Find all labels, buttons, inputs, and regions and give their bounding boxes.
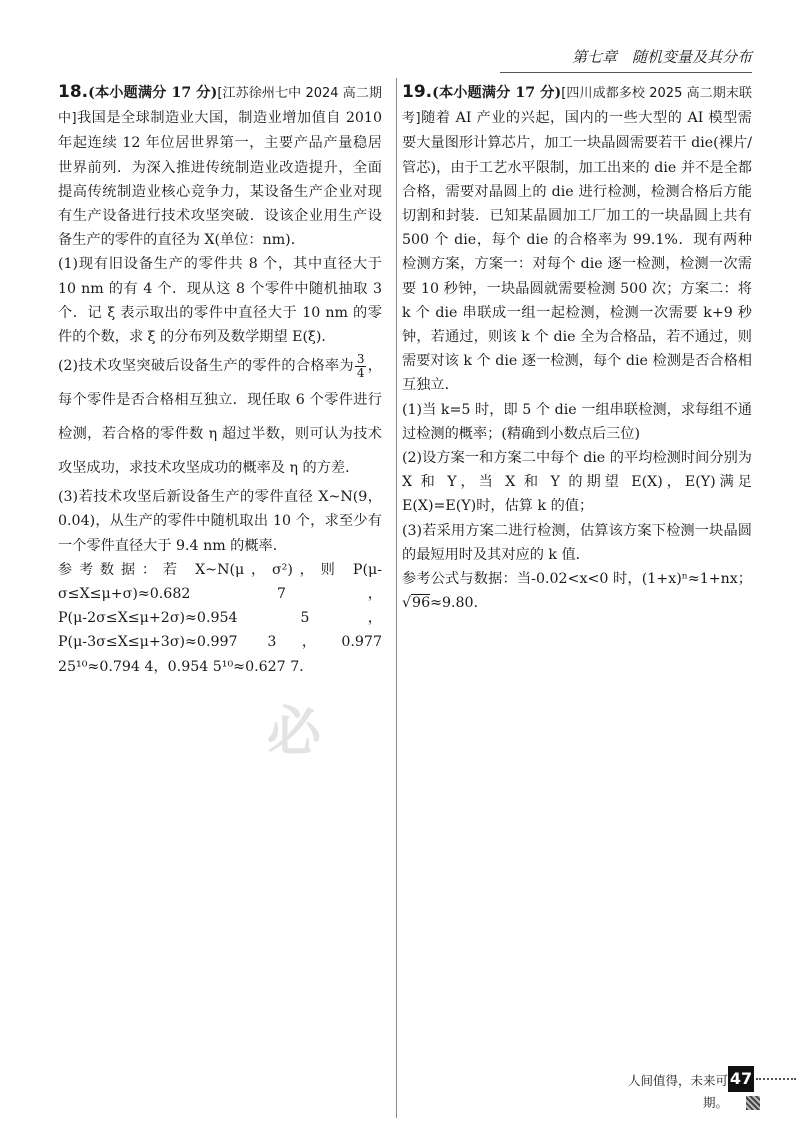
q19-source: [四川成都多校 2025 高二期末联考] [402, 86, 752, 127]
q18-reference-data: 参考数据：若 X~N(μ，σ²)，则 P(μ-σ≤X≤μ+σ)≈0.682 7，P(μ-2σ≤X≤μ+2σ)≈0.954 5，P(μ-3σ≤X≤μ+3σ)≈0.997 3，0.977 25¹⁰≈0.794 4，0.954 5¹⁰≈0.627 7． [58, 561, 382, 675]
q18-fraction-denominator: 4 [356, 365, 365, 380]
q18-source: [江苏徐州七中 2024 高二期中] [58, 86, 382, 127]
q19-part-1: (1)当 k=5 时，即 5 个 die 一组串联检测，求每组不通过检测的概率；(精确到小数点后三位) [402, 401, 752, 442]
q19-reference-lead: 参考公式与数据：当-0.02<x<0 时，(1+x)ⁿ≈1+nx； [402, 571, 752, 588]
q19-part-3: (3)若采用方案二进行检测，估算该方案下检测一块晶圆的最短用时及其对应的 k 值． [402, 522, 752, 563]
header-rule [500, 72, 752, 73]
q19-number: 19. [402, 82, 433, 102]
q19-intro [402, 80, 752, 398]
question-19 [402, 80, 752, 615]
q19-reference-rest: ≈9.80． [430, 595, 488, 612]
chapter-header: 第七章 随机变量及其分布 [571, 48, 752, 66]
footer-slogan: 人间值得，未来可期。 [627, 1073, 728, 1110]
corner-pattern-mark [746, 1096, 760, 1110]
q19-sqrt-radicand: 96 [412, 595, 431, 612]
q18-fraction-numerator: 3 [356, 351, 365, 366]
q18-fraction [355, 353, 367, 380]
question-18 [58, 80, 382, 679]
q19-intro-text: 随着 AI 产业的兴起，国内的一些大型的 AI 模型需要大量图形计算芯片，加工一块晶圆需要若干 die(裸片/管芯)，由于工艺水平限制，加工出来的 die 并不是全都合格，需要对晶圆上的 die 进行检测，检测合格后方能切割和封装．已知某晶圆加工厂加工的一块晶圆上共有 500 个 die，每个 die 的合格率为 99.1%．现有两种检测方案，方案一：对每个 die 逐一检测，检测一次需要 10 秒钟，一块晶圆就需要检测 500 次；方案二：将 k 个 die 串联成一组一起检测，检测一次需要 k+9 秒钟，若通过，则该 k 个 die 全为合格品，若不通过，则需要对该 k 个 die 逐一检测，每个 die 检测是否合格相互独立． [402, 110, 752, 394]
column-divider [396, 78, 397, 1118]
q18-score: (本小题满分 17 分) [88, 85, 218, 101]
q19-score: (本小题满分 17 分) [432, 85, 562, 101]
q18-intro-text: 我国是全球制造业大国，制造业增加值自 2010 年起连续 12 年位居世界第一，主要产品产量稳居世界前列．为深入推进传统制造业改造提升，全面提高传统制造业核心竞争力，某设备生产企业对现有生产设备进行技术攻坚突破．设该企业用生产设备生产的零件的直径为 X(单位：nm)． [58, 110, 382, 249]
q18-number: 18. [58, 82, 89, 102]
q18-part-2 [58, 349, 382, 485]
q18-part-2-rest: ，每个零件是否合格相互独立．现任取 6 个零件进行检测，若合格的零件数 η 超过半数，则可认为技术攻坚成功，求技术攻坚成功的概率及 η 的方差． [58, 358, 382, 477]
q18-part-1: (1)现有旧设备生产的零件共 8 个，其中直径大于 10 nm 的有 4 个．现从这 8 个零件中随机抽取 3 个．记 ξ 表示取出的零件中直径大于 10 nm 的零件的个数，求 ξ 的分布列及数学期望 E(ξ)． [58, 256, 382, 346]
q19-reference: 参考公式与数据：当-0.02<x<0 时，(1+x)ⁿ≈1+nx；√96≈9.80． [402, 571, 752, 612]
q18-part-2-lead: (2)技术攻坚突破后设备生产的零件的合格率为 [58, 358, 354, 375]
footer-dotted-line [756, 1078, 796, 1080]
q19-part-2: (2)设方案一和方案二中每个 die 的平均检测时间分别为 X 和 Y，当 X 和 Y 的期望 E(X)，E(Y)满足 E(X)=E(Y)时，估算 k 的值； [402, 450, 752, 515]
q18-part-3: (3)若技术攻坚后新设备生产的零件直径 X~N(9，0.04)，从生产的零件中随机取出 10 个，求至少有一个零件直径大于 9.4 nm 的概率． [58, 489, 382, 554]
q18-intro [58, 80, 382, 252]
page-number: 47 [728, 1066, 754, 1092]
watermark-stamp: 必 [267, 700, 321, 763]
